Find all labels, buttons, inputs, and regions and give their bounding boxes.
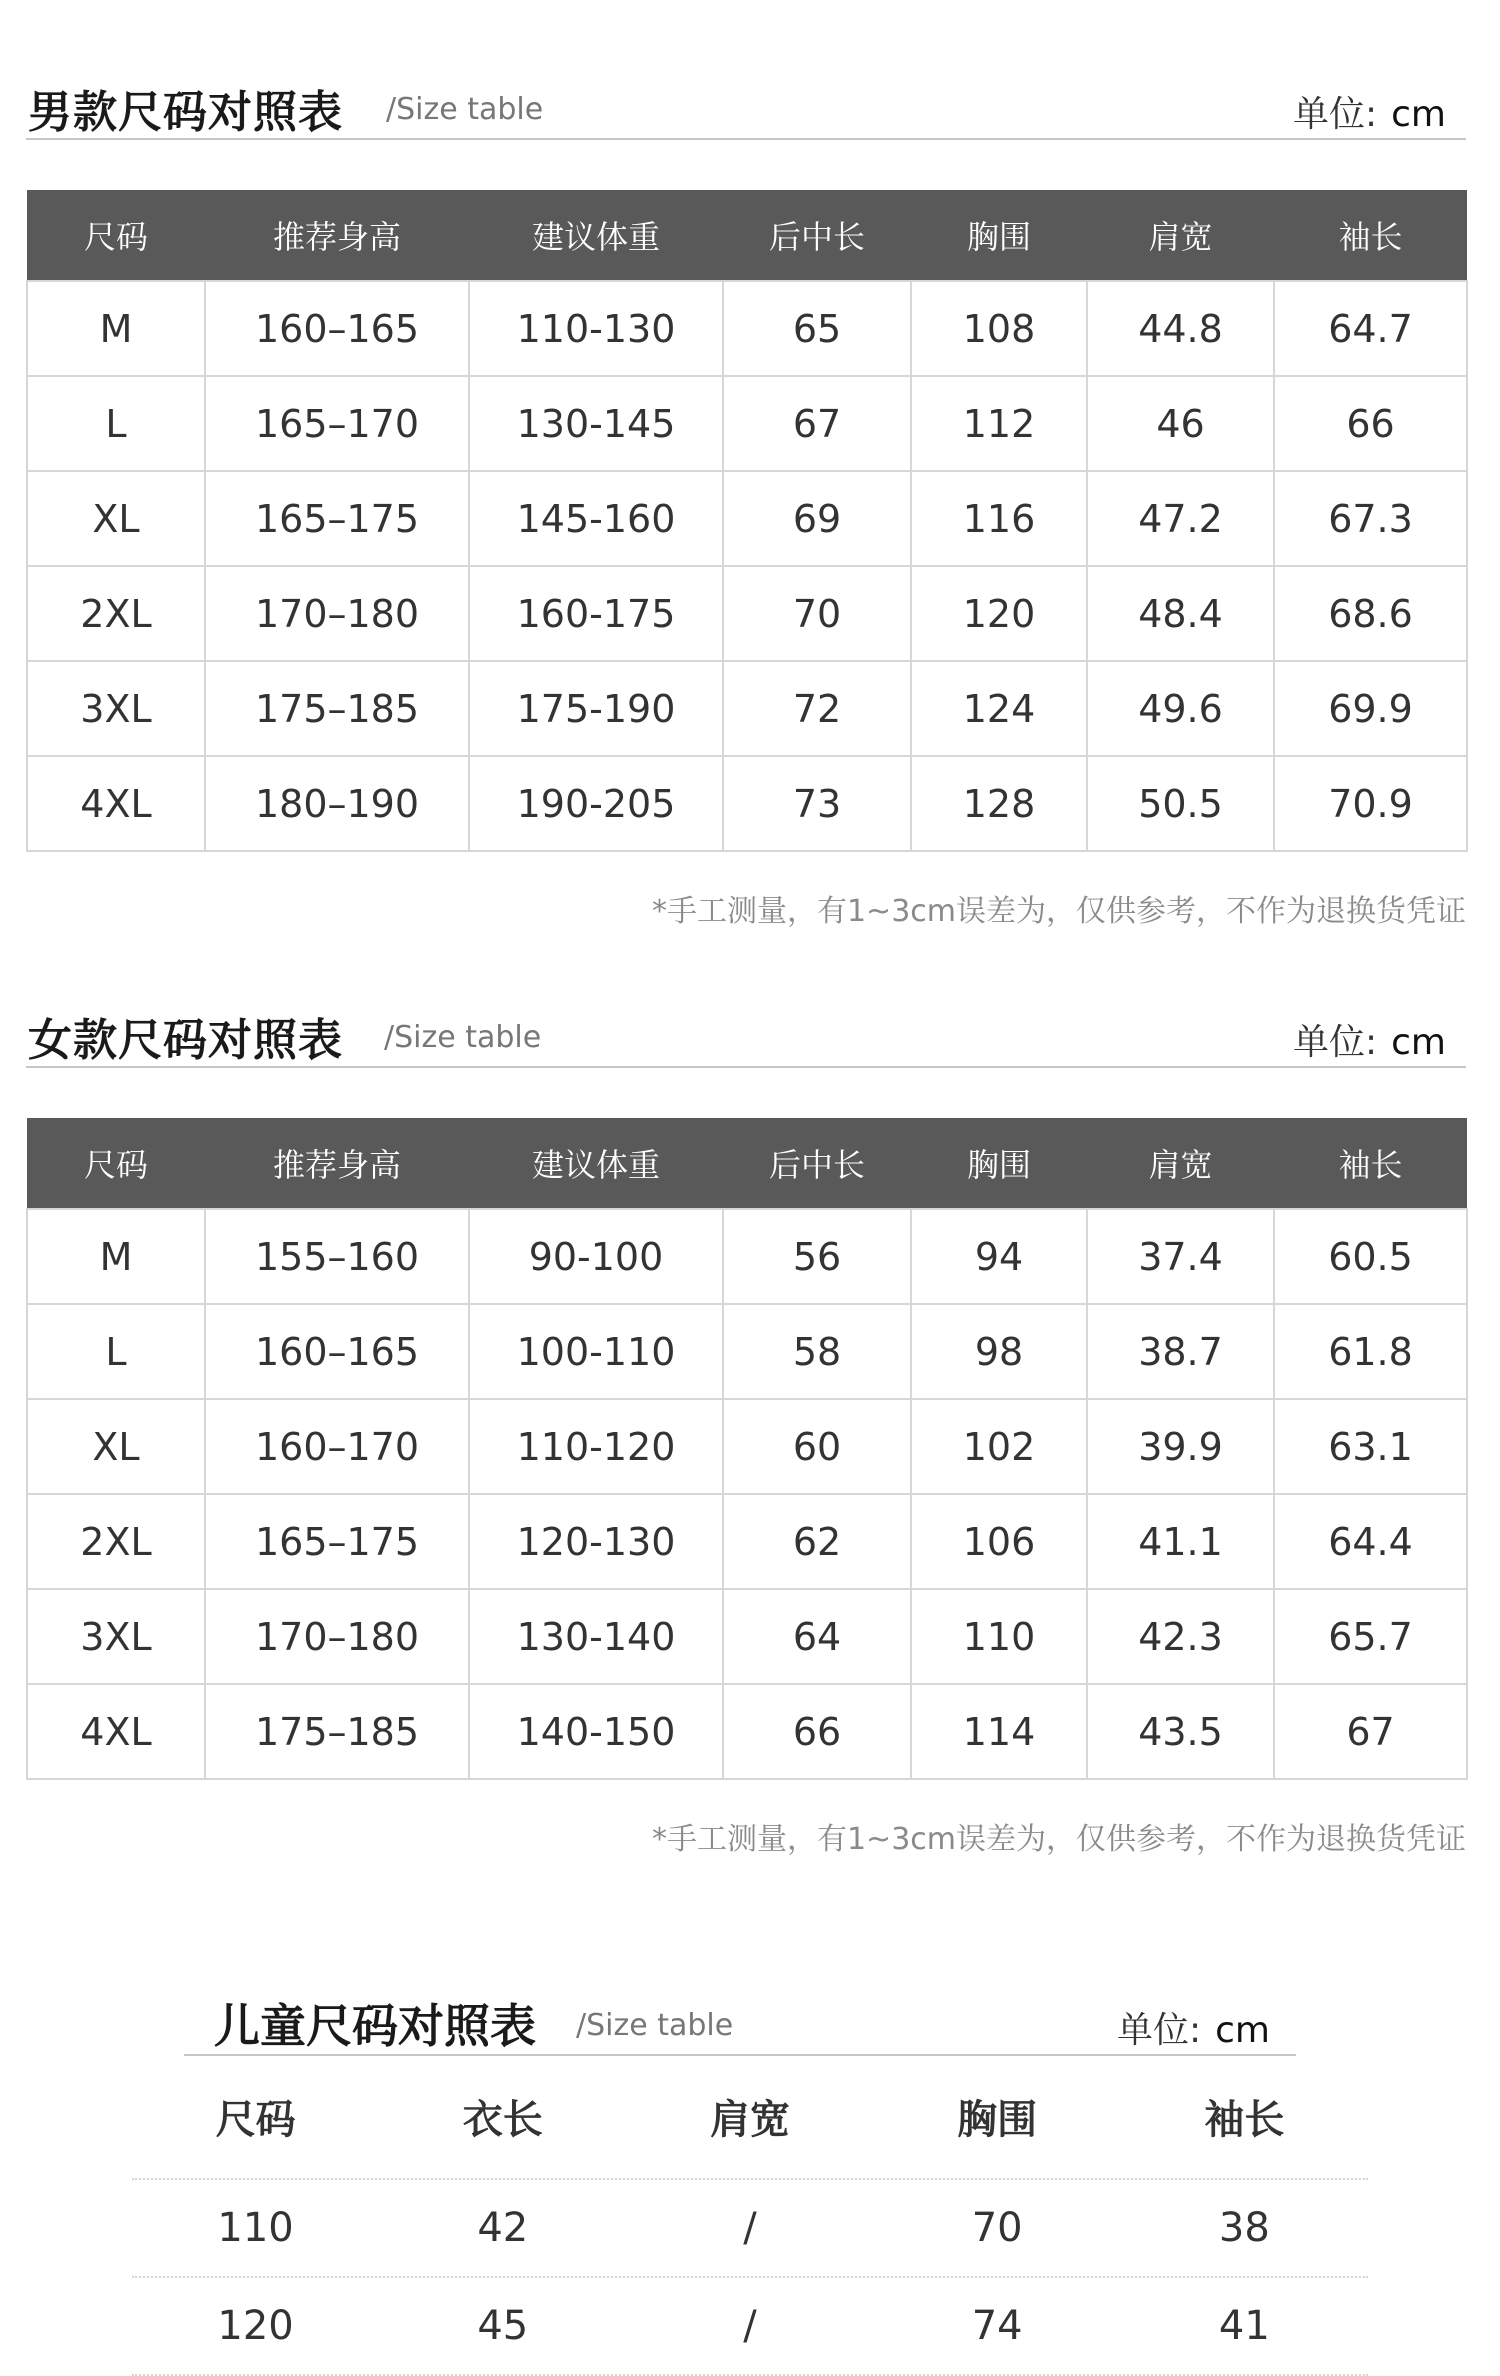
table-cell: 42	[477, 2205, 529, 2251]
table-cell: 39.9	[1087, 1399, 1274, 1494]
women-size-table	[26, 1118, 1468, 1780]
table-cell: 170–180	[205, 566, 469, 661]
table-cell: 100-110	[469, 1304, 723, 1399]
table-cell: 56	[723, 1209, 911, 1304]
table-cell: 90-100	[469, 1209, 723, 1304]
table-cell: 2XL	[27, 1494, 205, 1589]
table-cell: 4XL	[27, 1684, 205, 1779]
table-cell: 66	[723, 1684, 911, 1779]
women-unit	[1293, 1014, 1446, 1065]
kids-size-table	[132, 2054, 1368, 2376]
table-row	[27, 281, 1467, 376]
kids-section-title: 儿童尺码对照表	[214, 1999, 536, 2053]
table-row	[27, 471, 1467, 566]
table-cell: M	[27, 1209, 205, 1304]
kids-col-size: 尺码	[215, 2096, 296, 2143]
table-row	[132, 2278, 1368, 2376]
men-col-weight: 建议体重	[469, 190, 723, 281]
table-cell: 112	[911, 376, 1087, 471]
table-cell: L	[27, 1304, 205, 1399]
table-cell: 65	[723, 281, 911, 376]
table-cell: 72	[723, 661, 911, 756]
men-unit	[1293, 86, 1446, 137]
table-cell: 65.7	[1274, 1589, 1467, 1684]
table-cell: 69.9	[1274, 661, 1467, 756]
kids-col-shoulder: 肩宽	[709, 2096, 790, 2143]
table-cell: 180–190	[205, 756, 469, 851]
table-cell: 38.7	[1087, 1304, 1274, 1399]
kids-col-length: 衣长	[462, 2096, 543, 2143]
table-cell: 69	[723, 471, 911, 566]
women-col-chest: 胸围	[911, 1118, 1087, 1209]
men-col-height: 推荐身高	[205, 190, 469, 281]
table-cell: 160–165	[205, 281, 469, 376]
table-cell: 190-205	[469, 756, 723, 851]
women-col-weight: 建议体重	[469, 1118, 723, 1209]
table-cell: 120	[911, 566, 1087, 661]
women-col-length: 后中长	[723, 1118, 911, 1209]
table-cell: 94	[911, 1209, 1087, 1304]
table-cell: 64.7	[1274, 281, 1467, 376]
kids-unit	[1117, 2002, 1270, 2053]
women-col-size: 尺码	[27, 1118, 205, 1209]
kids-unit-value: cm	[1215, 2010, 1270, 2051]
table-cell: 70	[971, 2205, 1023, 2251]
table-cell: 110-120	[469, 1399, 723, 1494]
table-cell: 63.1	[1274, 1399, 1467, 1494]
table-cell: 110-130	[469, 281, 723, 376]
table-cell: 3XL	[27, 1589, 205, 1684]
table-cell: 41	[1218, 2303, 1270, 2349]
table-row	[27, 1589, 1467, 1684]
table-cell: 43.5	[1087, 1684, 1274, 1779]
table-cell: 46	[1087, 376, 1274, 471]
women-col-shoulder: 肩宽	[1087, 1118, 1274, 1209]
table-cell: 108	[911, 281, 1087, 376]
table-row	[27, 1684, 1467, 1779]
table-row	[27, 1304, 1467, 1399]
table-cell: 42.3	[1087, 1589, 1274, 1684]
table-cell: 67	[723, 376, 911, 471]
women-section-subtitle: /Size table	[384, 1020, 542, 1055]
women-unit-value: cm	[1391, 1022, 1446, 1063]
men-unit-label: 单位:	[1292, 94, 1378, 135]
men-size-table	[26, 190, 1468, 852]
kids-col-sleeve: 袖长	[1204, 2096, 1285, 2143]
table-cell: 160-175	[469, 566, 723, 661]
table-cell: /	[743, 2205, 757, 2251]
table-cell: 2XL	[27, 566, 205, 661]
table-cell: 128	[911, 756, 1087, 851]
table-cell: 110	[217, 2205, 294, 2251]
women-disclaimer-note: *手工测量，有1~3cm误差为，仅供参考，不作为退换货凭证	[651, 1822, 1466, 1857]
table-cell: 60	[723, 1399, 911, 1494]
table-cell: 48.4	[1087, 566, 1274, 661]
table-row	[132, 2180, 1368, 2278]
table-cell: 70.9	[1274, 756, 1467, 851]
table-cell: 61.8	[1274, 1304, 1467, 1399]
table-cell: /	[743, 2303, 757, 2349]
table-cell: 45	[477, 2303, 529, 2349]
men-col-sleeve: 袖长	[1274, 190, 1467, 281]
table-cell: 58	[723, 1304, 911, 1399]
men-col-length: 后中长	[723, 190, 911, 281]
table-cell: 64	[723, 1589, 911, 1684]
women-section-header	[26, 990, 1466, 1068]
table-cell: 3XL	[27, 661, 205, 756]
table-cell: 73	[723, 756, 911, 851]
table-cell: 68.6	[1274, 566, 1467, 661]
table-row	[27, 1399, 1467, 1494]
table-cell: 62	[723, 1494, 911, 1589]
table-cell: 175–185	[205, 661, 469, 756]
table-cell: M	[27, 281, 205, 376]
table-cell: 160–165	[205, 1304, 469, 1399]
table-cell: 74	[971, 2303, 1023, 2349]
table-cell: 165–175	[205, 1494, 469, 1589]
table-cell: 165–175	[205, 471, 469, 566]
table-cell: 120	[217, 2303, 294, 2349]
table-cell: 114	[911, 1684, 1087, 1779]
table-cell: 60.5	[1274, 1209, 1467, 1304]
table-cell: 49.6	[1087, 661, 1274, 756]
table-cell: 160–170	[205, 1399, 469, 1494]
women-section-title: 女款尺码对照表	[28, 1015, 343, 1066]
table-cell: 124	[911, 661, 1087, 756]
table-cell: 64.4	[1274, 1494, 1467, 1589]
table-cell: 67	[1274, 1684, 1467, 1779]
table-cell: 116	[911, 471, 1087, 566]
women-unit-label: 单位:	[1292, 1022, 1378, 1063]
table-cell: 37.4	[1087, 1209, 1274, 1304]
men-section-subtitle: /Size table	[386, 92, 544, 127]
kids-unit-label: 单位:	[1116, 2010, 1202, 2051]
table-cell: 102	[911, 1399, 1087, 1494]
table-cell: 175-190	[469, 661, 723, 756]
table-cell: 170–180	[205, 1589, 469, 1684]
women-col-height: 推荐身高	[205, 1118, 469, 1209]
table-cell: 44.8	[1087, 281, 1274, 376]
table-cell: 66	[1274, 376, 1467, 471]
table-row	[27, 1209, 1467, 1304]
kids-header-row	[132, 2054, 1368, 2180]
table-cell: 50.5	[1087, 756, 1274, 851]
table-row	[27, 566, 1467, 661]
men-section-header	[26, 62, 1466, 140]
kids-col-chest: 胸围	[957, 2096, 1038, 2143]
table-cell: 41.1	[1087, 1494, 1274, 1589]
table-cell: 175–185	[205, 1684, 469, 1779]
table-cell: 165–170	[205, 376, 469, 471]
table-cell: L	[27, 376, 205, 471]
table-row	[27, 661, 1467, 756]
table-cell: XL	[27, 471, 205, 566]
table-cell: 110	[911, 1589, 1087, 1684]
table-cell: 130-140	[469, 1589, 723, 1684]
table-cell: 120-130	[469, 1494, 723, 1589]
table-cell: 67.3	[1274, 471, 1467, 566]
table-cell: XL	[27, 1399, 205, 1494]
women-col-sleeve: 袖长	[1274, 1118, 1467, 1209]
table-cell: 106	[911, 1494, 1087, 1589]
men-col-size: 尺码	[27, 190, 205, 281]
table-cell: 98	[911, 1304, 1087, 1399]
table-cell: 38	[1218, 2205, 1270, 2251]
men-col-chest: 胸围	[911, 190, 1087, 281]
table-cell: 140-150	[469, 1684, 723, 1779]
men-unit-value: cm	[1391, 94, 1446, 135]
table-cell: 70	[723, 566, 911, 661]
kids-section-header	[184, 1980, 1296, 2056]
table-cell: 4XL	[27, 756, 205, 851]
men-disclaimer-note: *手工测量，有1~3cm误差为，仅供参考，不作为退换货凭证	[651, 894, 1466, 929]
table-cell: 47.2	[1087, 471, 1274, 566]
men-header-row	[27, 190, 1467, 281]
table-row	[27, 756, 1467, 851]
men-section-title: 男款尺码对照表	[28, 87, 343, 138]
table-cell: 155–160	[205, 1209, 469, 1304]
table-row	[27, 1494, 1467, 1589]
women-header-row	[27, 1118, 1467, 1209]
table-cell: 145-160	[469, 471, 723, 566]
kids-section-subtitle: /Size table	[576, 2008, 734, 2043]
table-cell: 130-145	[469, 376, 723, 471]
men-col-shoulder: 肩宽	[1087, 190, 1274, 281]
table-row	[27, 376, 1467, 471]
